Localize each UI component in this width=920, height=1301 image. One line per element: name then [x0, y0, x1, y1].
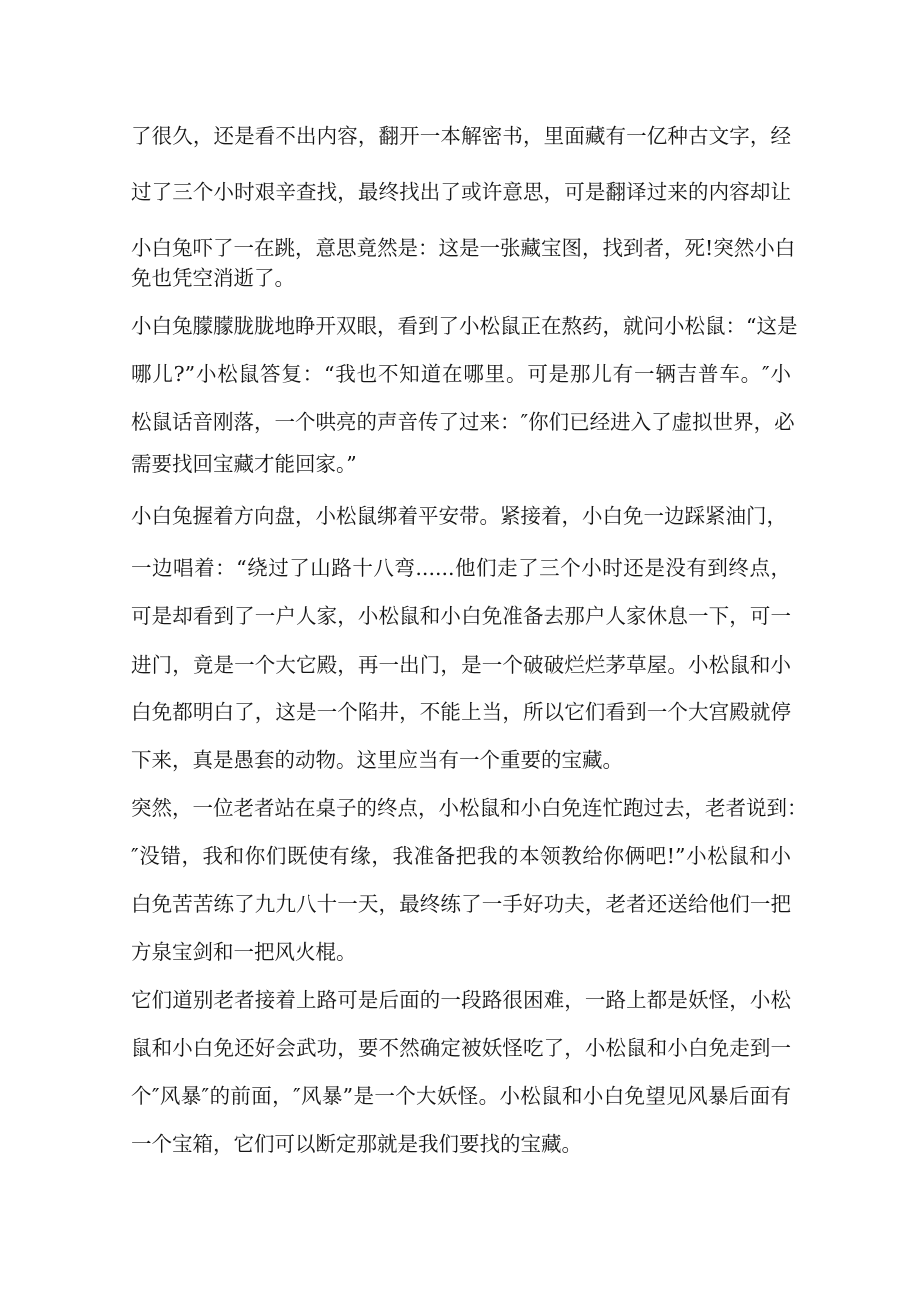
text-line: 过了三个小时艰辛查找，最终找出了或许意思，可是翻译过来的内容却让: [131, 180, 791, 204]
text-line: 小白兔握着方向盘，小松鼠绑着平安带。紧接着，小白免一边踩紧油门，: [131, 504, 787, 528]
text-line: 松鼠话音刚落，一个哄亮的声音传了过来：″你们已经进入了虚拟世界，必: [131, 410, 795, 434]
text-line: 哪儿?”小松鼠答复：“我也不知道在哪里。可是那儿有一辆吉普车。″小: [131, 362, 791, 386]
text-line: 鼠和小白免还好会武功，要不然确定被妖怪吃了，小松鼠和小白免走到一: [131, 1036, 791, 1060]
text-line: 个″风暴″的前面，″风暴”是一个大妖怪。小松鼠和小白免望见风暴后面有: [131, 1084, 791, 1108]
text-line: 白免都明白了，这是一个陷井，不能上当，所以它们看到一个大宫殿就停: [131, 700, 791, 724]
text-line: 它们道别老者接着上路可是后面的一段路很困难，一路上都是妖怪，小松: [131, 988, 791, 1012]
text-line: ″没错，我和你们既使有缘，我准备把我的本领教给你俩吧!”小松鼠和小: [131, 844, 791, 868]
text-line: 进门，竟是一个大它殿，再一出门，是一个破破烂烂茅草屋。小松鼠和小: [131, 653, 791, 677]
text-line: 了很久，还是看不出内容，翻开一本解密书，里面藏有一亿种古文字，经: [131, 124, 791, 148]
text-line: 白免苦苦练了九九八十一天，最终练了一手好功夫，老者还送给他们一把: [131, 892, 791, 916]
text-line: 下来，真是愚套的动物。这里应当有一个重要的宝藏。: [131, 748, 623, 772]
text-line: 可是却看到了一户人家，小松鼠和小白免准备去那户人家休息一下，可一: [131, 604, 791, 628]
text-line: 小白兔吓了一在跳，意思竟然是：这是一张藏宝图，找到者，死!突然小白: [131, 236, 796, 260]
text-line: 突然，一位老者站在桌子的终点，小松鼠和小白免连忙跑过去，老者说到：: [131, 796, 808, 820]
text-line: 一边唱着：“绕过了山路十八弯......他们走了三个小时还是没有到终点，: [131, 556, 791, 580]
text-line: 免也凭空消逝了。: [131, 266, 295, 290]
text-line: 需要找回宝藏才能回家。”: [131, 452, 357, 476]
text-line: 小白兔朦朦胧胧地睁开双眼，看到了小松鼠正在熬药，就问小松鼠：“这是: [131, 314, 798, 338]
text-line: 一个宝箱，它们可以断定那就是我们要找的宝藏。: [131, 1132, 582, 1156]
text-line: 方泉宝剑和一把风火棍。: [131, 940, 357, 964]
